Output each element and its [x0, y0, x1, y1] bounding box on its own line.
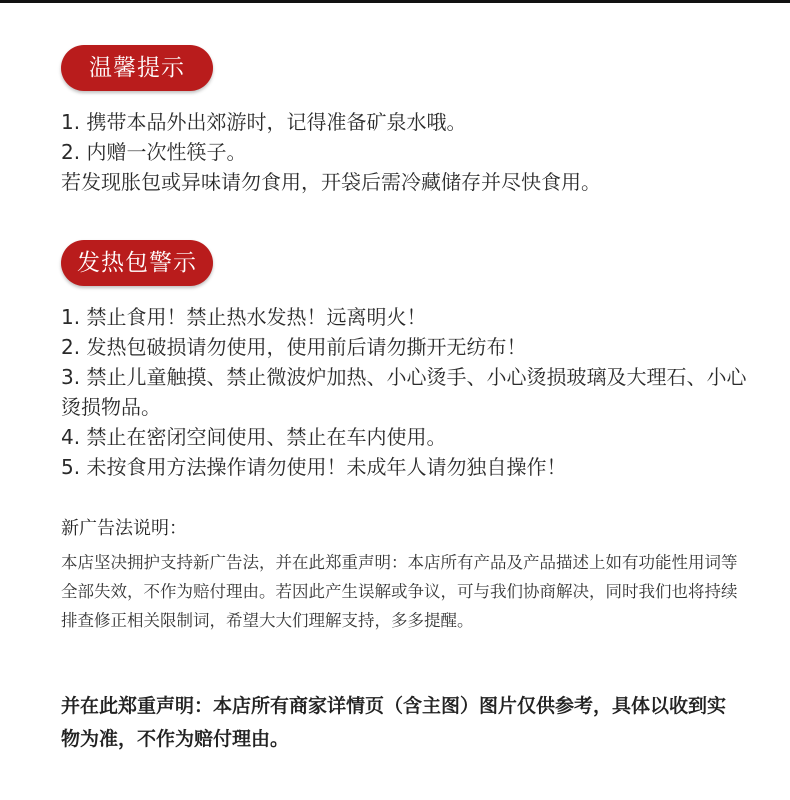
warning-list [61, 302, 761, 482]
disclaimer-statement: 并在此郑重声明：本店所有商家详情页（含主图）图片仅供参考，具体以收到实物为准，不作为赔付理由。 [61, 695, 727, 750]
ad-law-notice-title: 新广告法说明： [61, 518, 187, 539]
tips-item: 若发现胀包或异味请勿食用，开袋后需冷藏储存并尽快食用。 [61, 170, 601, 194]
tips-list [61, 107, 761, 197]
ad-law-notice-body: 本店坚决拥护支持新广告法，并在此郑重声明：本店所有产品及产品描述上如有功能性用词等全部失效，不作为赔付理由。若因此产生误解或争议，可与我们协商解决，同时我们也将持续排查修正相关限制词，希望大大们理解支持，多多提醒。 [61, 553, 738, 630]
warning-item: 4. 禁止在密闭空间使用、禁止在车内使用。 [61, 425, 447, 449]
tips-item: 2. 内赠一次性筷子。 [61, 140, 247, 164]
top-divider [0, 0, 790, 3]
tips-title-badge: 温馨提示 [61, 45, 213, 91]
tips-item: 1. 携带本品外出郊游时，记得准备矿泉水哦。 [61, 110, 467, 134]
warning-title-badge: 发热包警示 [61, 240, 213, 286]
warning-item: 2. 发热包破损请勿使用，使用前后请勿撕开无纺布！ [61, 335, 527, 359]
warning-item: 1. 禁止食用！禁止热水发热！远离明火！ [61, 305, 427, 329]
warning-item: 3. 禁止儿童触摸、禁止微波炉加热、小心烫手、小心烫损玻璃及大理石、小心烫损物品。 [61, 365, 747, 419]
warning-item: 5. 未按食用方法操作请勿使用！未成年人请勿独自操作！ [61, 455, 567, 479]
